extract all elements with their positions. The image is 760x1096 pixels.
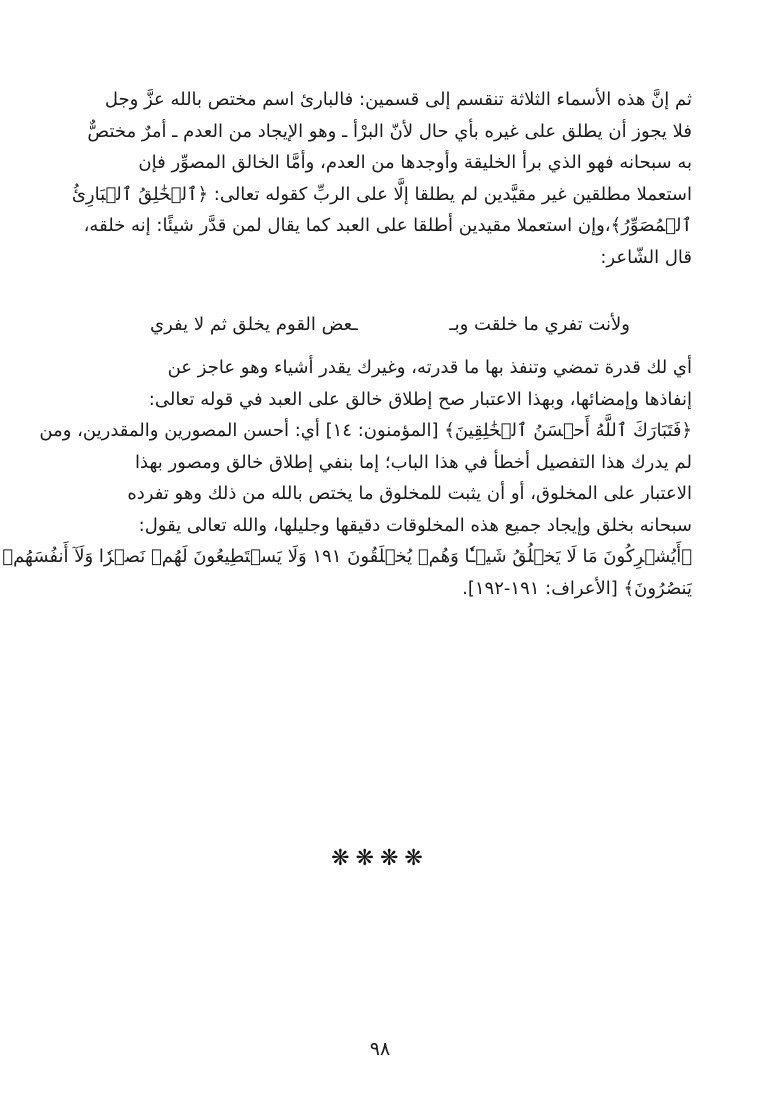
paragraph-2 xyxy=(2,352,692,604)
paragraph-line: قال الشّاعر: xyxy=(600,246,692,268)
page-number: ٩٨ xyxy=(369,1038,391,1060)
poem-second-hemistich: ـعض القوم يخلق ثم لا يفري xyxy=(150,314,358,335)
paragraph-line: ٱلۡمُصَوِّرُ﴾،وإن استعملا مقيدين أطلقا على العبد كما يقال لمن قدَّر شيئًا: إنه خلقه، xyxy=(83,215,692,236)
paragraph-line: سبحانه بخلق وإيجاد جميع هذه المخلوقات دقيقها وجليلها، والله تعالى يقول: xyxy=(138,514,692,536)
section-separator: ❋❋❋❋ xyxy=(331,846,429,871)
poem-first-hemistich: ولأنت تفري ما خلقت وبـ xyxy=(449,314,630,335)
paragraph-line: به سبحانه فهو الذي برأ الخليقة وأوجدها من العدم، وأمَّا الخالق المصوِّر فإن xyxy=(138,152,692,173)
paragraph-line: إنفاذها وإمضائها، وبهذا الاعتبار صح إطلاق خالق على العبد في قوله تعالى: xyxy=(148,388,692,410)
paragraph-line: ثم إنَّ هذه الأسماء الثلاثة تنقسم إلى قسمين: فالبارئ اسم مختص بالله عزَّ وجل xyxy=(104,89,692,110)
poem-verse xyxy=(150,314,630,335)
paragraph-line: يَنصُرُونَ﴾ [الأعراف: ١٩١-١٩٢]. xyxy=(462,577,692,599)
paragraph-1 xyxy=(71,84,692,273)
paragraph-line: ﴿فَتَبَارَكَ ٱللَّهُ أَحۡسَنُ ٱلۡخَٰلِقِينَ﴾ [المؤمنون: ١٤] أي: أحسن المصورين والمقدرين، ومن xyxy=(39,420,692,441)
paragraph-line: فلا يجوز أن يطلق على غيره بأي حال لأنّ البرْأ ـ وهو الإيجاد من العدم ـ أمرٌ مختصٌّ xyxy=(87,120,692,142)
paragraph-line: أي لك قدرة تمضي وتنفذ بها ما قدرته، وغيرك يقدر أشياء وهو عاجز عن xyxy=(167,357,692,378)
paragraph-line: لم يدرك هذا التفصيل أخطأ في هذا الباب؛ إما بنفي إطلاق خالق ومصور بهذا xyxy=(135,451,692,473)
paragraph-line: ﴿أَيُشۡرِكُونَ مَا لَا يَخۡلُقُ شَيۡـٔٗا وَهُمۡ يُخۡلَقُونَ ١٩١ وَلَا يَسۡتَطِيعُونَ لَهُمۡ نَصۡرٗا وَلَآ أَنفُسَهُمۡ xyxy=(2,546,692,567)
paragraph-line: الاعتبار على المخلوق، أو أن يثبت للمخلوق ما يختص بالله من ذلك وهو تفرده xyxy=(127,483,692,504)
paragraph-line: استعملا مطلقين غير مقيَّدين لم يطلقا إلَّا على الربِّ كقوله تعالى: ﴿ٱلۡخَٰلِقُ ٱلۡبَارِئُ xyxy=(71,183,692,205)
